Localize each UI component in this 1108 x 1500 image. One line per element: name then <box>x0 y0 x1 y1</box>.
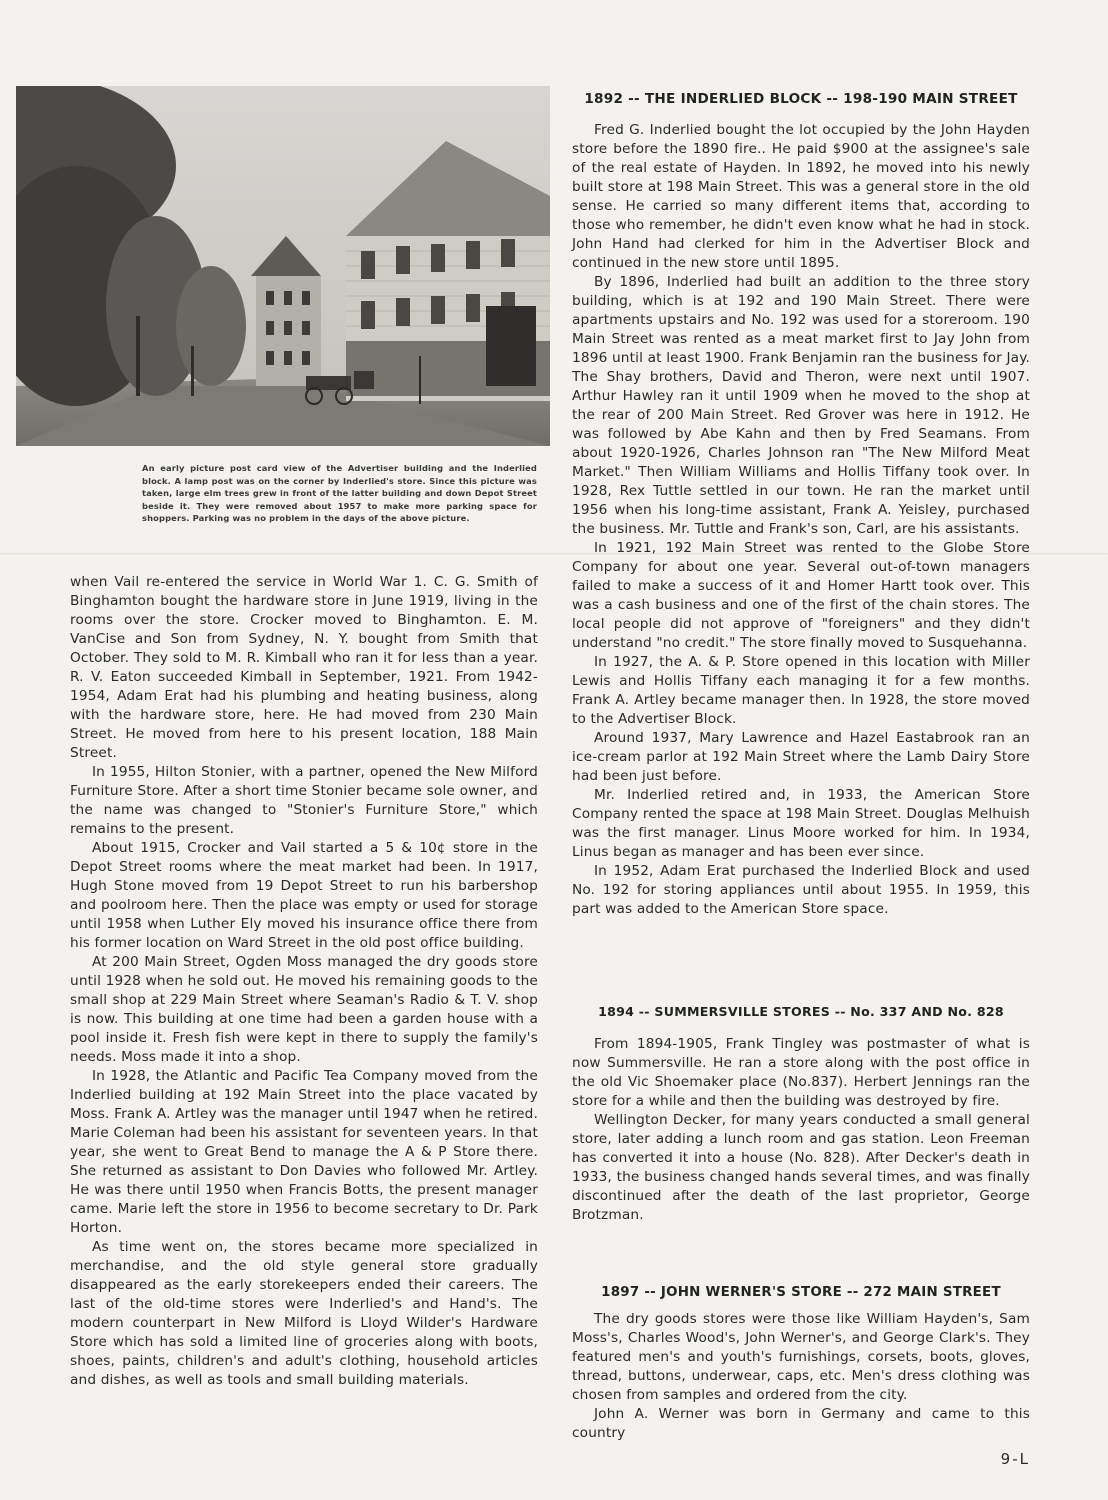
paragraph: when Vail re-entered the service in World War 1. C. G. Smith of Binghamton bought the hardware store in June 1919, living in the rooms over the store. Crocker moved to Binghamton. E. M. VanCise and Son from Sydney, N. Y. bought from Smith that October. They sold to M. R. Kimball who ran it for less than a year. R. V. Eaton succeeded Kimball in September, 1921. From 1942-1954, Adam Erat had his plumbing and heating business, along with the hardware store, here. He had moved from 230 Main Street. He moved from here to his present location, 188 Main Street. <box>70 574 538 761</box>
paragraph: Around 1937, Mary Lawrence and Hazel Eastabrook ran an ice-cream parlor at 192 Main Street where the Lamb Dairy Store had been just before. <box>572 730 1030 784</box>
street-scene-illustration <box>16 86 550 446</box>
paragraph: As time went on, the stores became more specialized in merchandise, and the old style general store gradually disappeared as the early storekeepers ended their careers. The last of the old-time stores were Inderlied's and Hand's. The modern counterpart in New Milford is Lloyd Wilder's Hardware Store which has sold a limited line of groceries along with boots, shoes, paints, children's and adult's clothing, household articles and dishes, as well as tools and small building materials. <box>70 1239 538 1388</box>
section-heading-werner-store: 1897 -- JOHN WERNER'S STORE -- 272 MAIN STREET <box>601 1285 1001 1300</box>
paragraph: About 1915, Crocker and Vail started a 5 & 10¢ store in the Depot Street rooms where the meat market had been. In 1917, Hugh Stone moved from 19 Depot Street to run his barbershop and poolroom here. Then the place was empty or used for storage until 1958 when Luther Ely moved his insurance office there from his former location on Ward Street in the old post office building. <box>70 840 538 951</box>
left-column <box>70 573 538 1390</box>
paragraph: In 1928, the Atlantic and Pacific Tea Company moved from the Inderlied building at 192 Main Street into the place vacated by Moss. Frank A. Artley was the manager until 1947 when he retired. Marie Coleman had been his assistant for seventeen years. In that year, she went to Great Bend to manage the A & P Store there. She returned as assistant to Don Davies who followed Mr. Artley. He was there until 1950 when Francis Botts, the present manager came. Marie left the store in 1956 to become secretary to Dr. Park Horton. <box>70 1068 538 1236</box>
photo-caption: An early picture post card view of the Advertiser building and the Inderlied block. A lamp post was on the corner by Inderlied's store. Since this picture was taken, large elm trees grew in front of the latter building and down Depot Street beside it. They were removed about 1957 to make more parking space for shoppers. Parking was no problem in the days of the above picture. <box>142 463 537 524</box>
street-photograph <box>16 86 550 446</box>
paragraph: By 1896, Inderlied had built an addition to the three story building, which is at 192 and 190 Main Street. There were apartments upstairs and No. 192 was used for a storeroom. 190 Main Street was rented as a meat market first to Jay John from 1896 until at least 1900. Frank Benjamin ran the business for Jay. The Shay brothers, David and Theron, were next until 1907. Arthur Hawley ran it until 1909 when he moved to the shop at the rear of 200 Main Street. Red Grover was here in 1912. He was followed by Abe Kahn and then by Fred Seamans. From about 1920-1926, Charles Johnson ran "The New Milford Meat Market." Then William Williams and Hollis Tiffany took over. In 1928, Rex Tuttle settled in our town. He ran the market until 1956 when his long-time assistant, Frank A. Yeisley, purchased the business. Mr. Tuttle and Frank's son, Carl, are his assistants. <box>572 274 1030 537</box>
paragraph: In 1955, Hilton Stonier, with a partner, opened the New Milford Furniture Store. After a short time Stonier became sole owner, and the name was changed to "Stonier's Furniture Store," which remains to the present. <box>70 764 538 837</box>
section-summersville-stores <box>572 1035 1030 1225</box>
section-werner-store <box>572 1310 1030 1443</box>
paragraph: From 1894-1905, Frank Tingley was postmaster of what is now Summersville. He ran a store along with the post office in the old Vic Shoemaker place (No.837). Herbert Jennings ran the store for a while and then the building was destroyed by fire. <box>572 1036 1030 1109</box>
section-inderlied-block <box>572 121 1030 919</box>
paragraph: John A. Werner was born in Germany and came to this country <box>572 1406 1030 1441</box>
paragraph: Wellington Decker, for many years conducted a small general store, later adding a lunch room and gas station. Leon Freeman has converted it into a house (No. 828). After Decker's death in 1933, the business changed hands several times, and was finally discontinued after the death of the last proprietor, George Brotzman. <box>572 1112 1030 1223</box>
page-number: 9-L <box>1000 1450 1030 1468</box>
paragraph: Fred G. Inderlied bought the lot occupied by the John Hayden store before the 1890 fire.. He paid $900 at the assignee's sale of the real estate of Hayden. In 1892, he moved into his newly built store at 198 Main Street. This was a general store in the old sense. He carried so many different items that, according to those who remember, he didn't even know what he had in stock. John Hand had clerked for him in the Advertiser Block and continued in the new store until 1895. <box>572 122 1030 271</box>
paragraph: In 1952, Adam Erat purchased the Inderlied Block and used No. 192 for storing appliances until about 1955. In 1959, this part was added to the American Store space. <box>572 863 1030 917</box>
paragraph: The dry goods stores were those like William Hayden's, Sam Moss's, Charles Wood's, John Werner's, and George Clark's. They featured men's and youth's furnishings, corsets, boots, gloves, thread, buttons, underwear, caps, etc. Men's dress clothing was chosen from samples and ordered from the city. <box>572 1311 1030 1403</box>
paragraph: At 200 Main Street, Ogden Moss managed the dry goods store until 1928 when he sold out. He moved his remaining goods to the small shop at 229 Main Street where Seaman's Radio & T. V. shop is now. This building at one time had been a garden house with a pool inside it. Fresh fish were kept in there to supply the family's needs. Moss made it into a shop. <box>70 954 538 1065</box>
paragraph: Mr. Inderlied retired and, in 1933, the American Store Company rented the space at 198 Main Street. Douglas Melhuish was the first manager. Linus Moore worked for him. In 1934, Linus began as manager and has been ever since. <box>572 787 1030 860</box>
paragraph: In 1927, the A. & P. Store opened in this location with Miller Lewis and Hollis Tiffany each managing it for a few months. Frank A. Artley became manager then. In 1928, the store moved to the Advertiser Block. <box>572 654 1030 727</box>
section-heading-inderlied-block: 1892 -- THE INDERLIED BLOCK -- 198-190 MAIN STREET <box>584 91 1018 107</box>
paragraph: In 1921, 192 Main Street was rented to the Globe Store Company for about one year. Several out-of-town managers failed to make a success of it and Homer Hartt took over. This was a cash business and one of the first of the chain stores. The local people did not approve of "foreigners" and they didn't understand "no credit." The store finally moved to Susquehanna. <box>572 540 1030 651</box>
section-heading-summersville-stores: 1894 -- SUMMERSVILLE STORES -- No. 337 AND No. 828 <box>598 1004 1004 1019</box>
